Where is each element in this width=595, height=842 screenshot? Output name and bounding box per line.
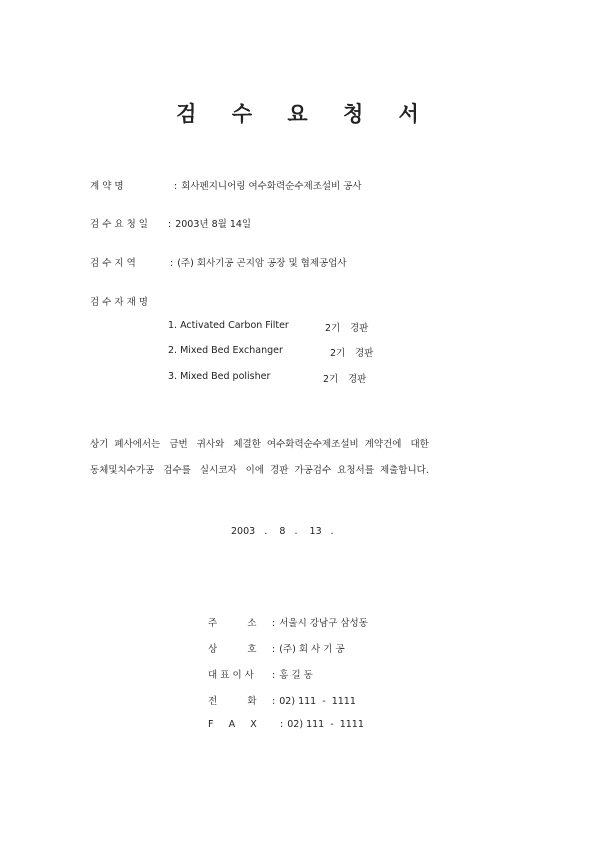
location-colon: :	[170, 258, 174, 269]
material-item-unit: 경판	[350, 323, 369, 334]
sender-phone-value: 02) 111 - 1111	[279, 696, 356, 707]
material-item-qty: 2기	[325, 323, 341, 334]
request-date-value: 2003년 8월 14일	[175, 219, 252, 230]
sender-address-row	[202, 604, 368, 629]
material-item: 3. Mixed Bed polisher	[168, 371, 271, 382]
material-item: 2. Mixed Bed Exchanger	[168, 345, 283, 356]
request-date-label: 검 수 요 청 일	[90, 219, 148, 230]
contract-name-label: 계 약 명	[90, 181, 124, 192]
request-date-row	[90, 216, 251, 230]
sender-company-label: 상 호	[208, 644, 257, 655]
body-line-1: 상기 폐사에서는 금번 귀사와 체결한 여수화력순수제조설비 계약건에 대한	[90, 439, 429, 450]
location-label: 검 수 지 역	[90, 258, 136, 269]
sender-address-label: 주 소	[208, 618, 257, 629]
document-date: 2003 . 8 . 13 .	[231, 526, 334, 537]
sender-fax-value: 02) 111 - 1111	[287, 719, 364, 730]
materials-heading: 검 수 자 재 명	[90, 297, 148, 308]
document-title: 검 수 요 청 서	[176, 102, 433, 126]
body-line-2: 동체및치수가공 검수를 실시코자 이에 경판 가공검수 요청서를 제출합니다.	[90, 465, 429, 476]
sender-ceo-label: 대 표 이 사	[208, 670, 254, 681]
sender-fax-label: F A X	[208, 719, 257, 730]
material-item-unit: 경판	[355, 348, 374, 359]
contract-name-row	[90, 178, 362, 192]
sender-phone-row	[202, 682, 356, 707]
sender-fax-row	[202, 708, 364, 730]
sender-address-colon: :	[272, 618, 276, 629]
location-row	[90, 255, 347, 269]
sender-fax-colon: :	[280, 719, 284, 730]
contract-name-value: 회사펜지니어링 여수화력순수제조설비 공사	[181, 181, 362, 192]
material-item: 1. Activated Carbon Filter	[168, 320, 289, 331]
sender-ceo-value: 홍 길 동	[279, 670, 313, 681]
sender-ceo-colon: :	[272, 670, 276, 681]
request-date-colon: :	[168, 219, 172, 230]
location-value: (주) 회사기공 곤지암 공장 및 협제공업사	[177, 258, 347, 269]
sender-company-row	[202, 630, 345, 655]
sender-phone-label: 전 화	[208, 696, 257, 707]
sender-company-colon: :	[272, 644, 276, 655]
material-item-qty: 2기	[330, 348, 346, 359]
material-item-qty: 2기	[323, 374, 339, 385]
material-item-unit: 경판	[348, 374, 367, 385]
sender-company-value: (주) 회 사 기 공	[279, 644, 345, 655]
sender-address-value: 서울시 강남구 삼성동	[279, 618, 368, 629]
sender-phone-colon: :	[272, 696, 276, 707]
sender-ceo-row	[202, 656, 313, 681]
contract-name-colon: :	[174, 181, 178, 192]
